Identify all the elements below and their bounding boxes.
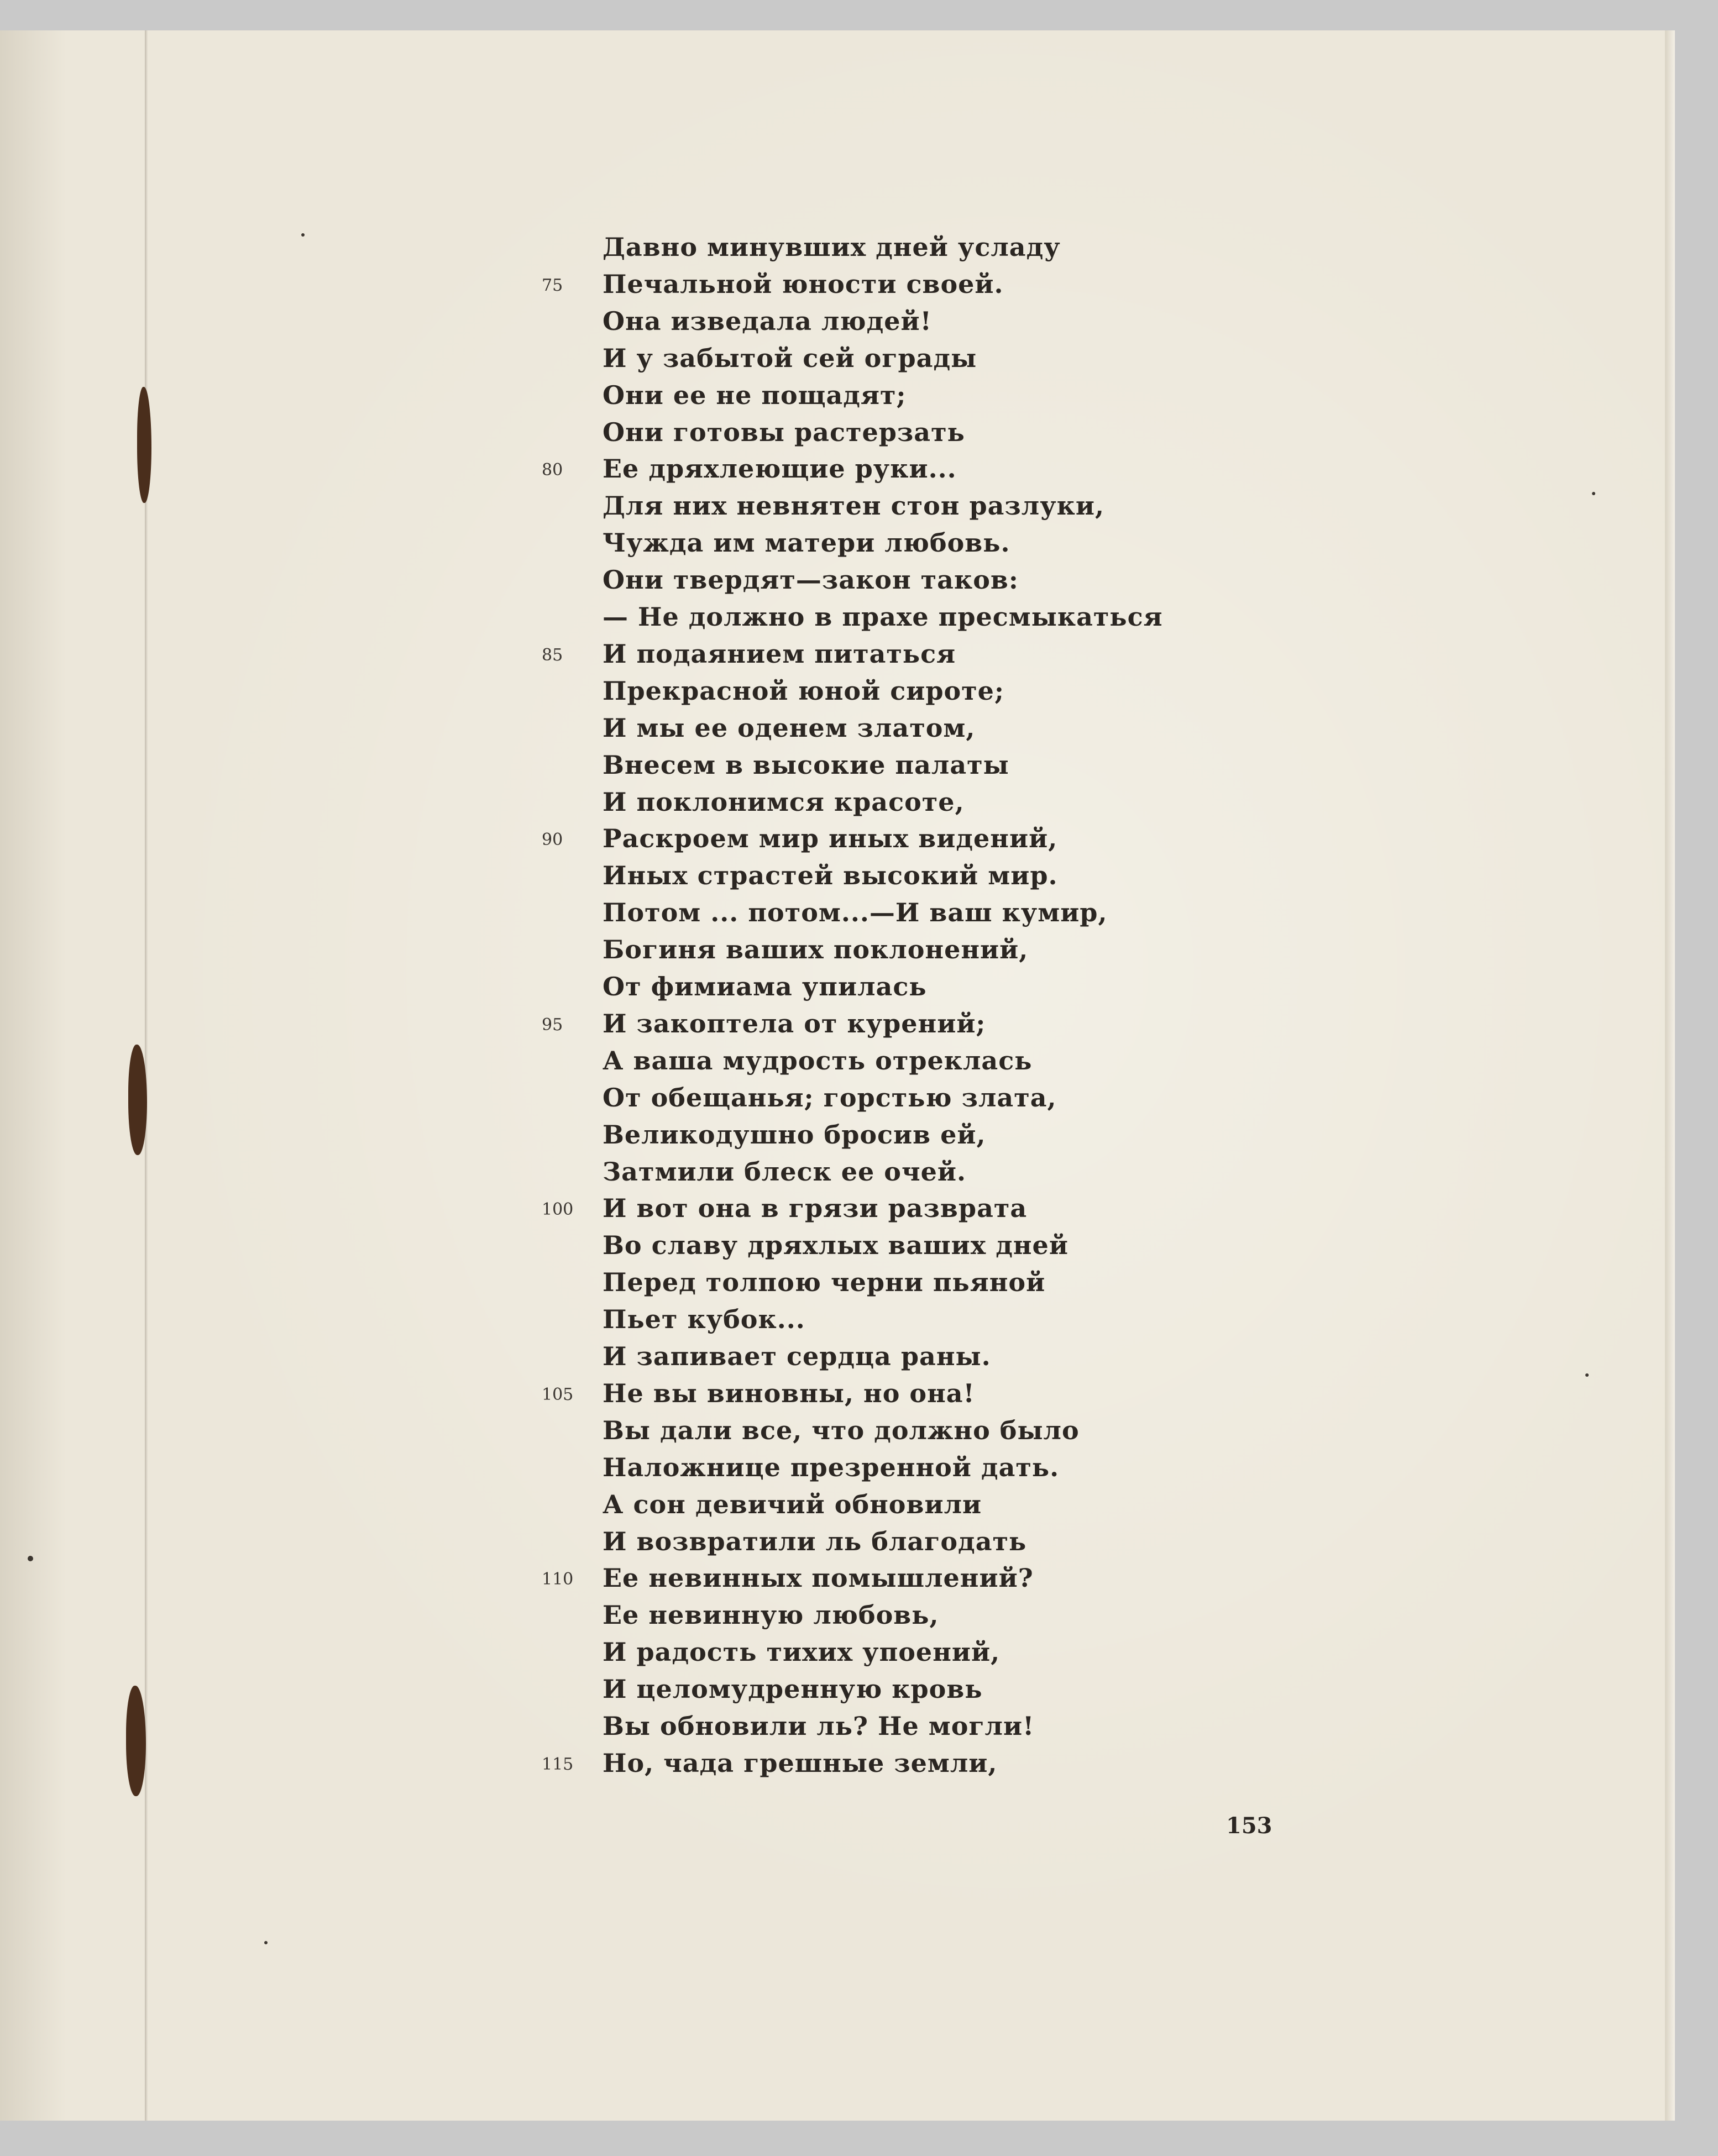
- poem-line: Наложнице презренной дать.: [603, 1452, 1060, 1482]
- poem-line: Ее дряхлеющие руки...: [603, 454, 957, 484]
- poem-line: Потом ... потом...—И ваш кумир,: [603, 898, 1108, 927]
- poem-line: Прекрасной юной сироте;: [603, 676, 1004, 706]
- poem-line: Пьет кубок...: [603, 1304, 805, 1334]
- poem-line: Они готовы растерзать: [603, 417, 965, 447]
- poem-line: И целомудренную кровь: [603, 1674, 983, 1704]
- poem-line: Вы обновили ль? Не могли!: [603, 1711, 1035, 1741]
- poem-line: И у забытой сей ограды: [603, 343, 977, 373]
- poem-line: Ее невинную любовь,: [603, 1600, 939, 1630]
- poem-line: Раскроем мир иных видений,: [603, 823, 1058, 853]
- poem-line: Печальной юности своей.: [603, 269, 1004, 299]
- poem-line: Чужда им матери любовь.: [603, 528, 1010, 558]
- line-number: 110: [542, 1570, 574, 1589]
- line-number: 90: [542, 830, 563, 849]
- poem-line: От обещанья; горстью злата,: [603, 1083, 1057, 1113]
- poem-line: Для них невнятен стон разлуки,: [603, 491, 1104, 521]
- poem-line: Богиня ваших поклонений,: [603, 935, 1029, 964]
- line-number: 115: [542, 1755, 574, 1774]
- line-number: 85: [542, 646, 563, 665]
- poem-line: Давно минувших дней усладу: [603, 232, 1061, 262]
- poem-line: И вот она в грязи разврата: [603, 1193, 1028, 1223]
- page-number: 153: [1226, 1813, 1272, 1839]
- poem-line: Но, чада грешные земли,: [603, 1748, 998, 1778]
- poem-line: Затмили блеск ее очей.: [603, 1157, 967, 1187]
- poem-line: Во славу дряхлых ваших дней: [603, 1230, 1068, 1260]
- poem-line: Иных страстей высокий мир.: [603, 861, 1058, 890]
- poem-line: А сон девичий обновили: [603, 1489, 982, 1519]
- line-number: 95: [542, 1015, 563, 1035]
- poem-line: Они ее не пощадят;: [603, 380, 907, 410]
- line-number: 75: [542, 276, 563, 295]
- line-number: 105: [542, 1385, 574, 1404]
- line-number: 100: [542, 1200, 574, 1219]
- poem-line: От фимиама упилась: [603, 972, 927, 1001]
- poem-line: Великодушно бросив ей,: [603, 1120, 986, 1150]
- poem-line: Вы дали все, что должно было: [603, 1415, 1080, 1445]
- poem-line: Перед толпою черни пьяной: [603, 1267, 1046, 1297]
- line-number: 80: [542, 460, 563, 480]
- poem-line: А ваша мудрость отреклась: [603, 1046, 1033, 1076]
- poem-line: Не вы виновны, но она!: [603, 1378, 975, 1408]
- poem-line: Ее невинных помышлений?: [603, 1563, 1034, 1593]
- poem-line: Она изведала людей!: [603, 306, 932, 336]
- poem-line: Внесем в высокие палаты: [603, 750, 1009, 780]
- poem-line: И возвратили ль благодать: [603, 1526, 1027, 1556]
- poem-line: И радость тихих упоений,: [603, 1637, 1001, 1667]
- poem-line: И запивает сердца раны.: [603, 1341, 991, 1371]
- poem-line: И мы ее оденем златом,: [603, 713, 976, 743]
- poem-line: — Не должно в прахе пресмыкаться: [603, 602, 1163, 632]
- poem-line: И поклонимся красоте,: [603, 787, 965, 817]
- poem-line: Они твердят—закон таков:: [603, 565, 1019, 595]
- poem-line: И закоптела от курений;: [603, 1009, 986, 1038]
- poem-line: И подаянием питаться: [603, 639, 956, 669]
